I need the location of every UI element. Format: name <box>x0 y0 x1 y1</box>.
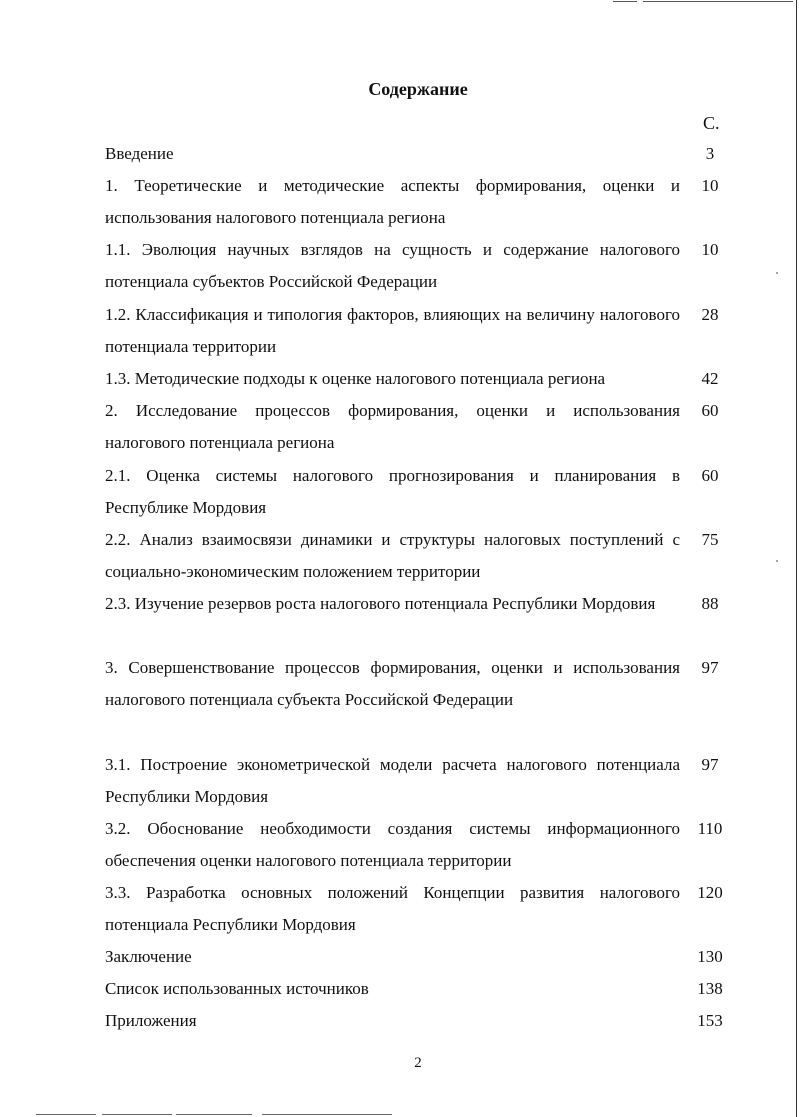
toc-entry-title: 3. Совершенствование процессов формирования, оценки и использования налогового потенциала субъекта Российской Федерации <box>105 658 680 710</box>
page-column-label: С. <box>703 113 720 133</box>
toc-entry-title: 3.3. Разработка основных положений Концепции развития налогового потенциала Республики Мордовия <box>105 883 680 935</box>
toc-entry-title: 2.1. Оценка системы налогового прогнозирования и планирования в Республике Мордовия <box>105 466 680 518</box>
toc-entry-page: 28 <box>701 305 719 324</box>
toc-entry <box>105 941 785 973</box>
toc-entry-title: 1.2. Классификация и типология факторов, влияющих на величину налогового потенциала территории <box>105 305 680 357</box>
toc-entry-title: Введение <box>105 144 174 163</box>
toc-entry <box>105 138 785 170</box>
toc-entry <box>105 395 785 459</box>
toc-entry-title: Заключение <box>105 947 192 966</box>
toc-entry-title: 2.2. Анализ взаимосвязи динамики и структуры налоговых поступлений с социально-экономическим положением территории <box>105 530 680 582</box>
toc-entry-page: 75 <box>701 530 719 549</box>
page-edge-line <box>796 0 797 1117</box>
toc-entry <box>105 877 785 941</box>
scan-mark <box>262 1114 392 1115</box>
toc-entry <box>105 588 785 620</box>
toc-entry-page: 153 <box>697 1011 723 1030</box>
toc-entry-page: 42 <box>701 369 719 388</box>
toc-entry <box>105 170 785 234</box>
toc-entry-title: 2.3. Изучение резервов роста налогового потенциала Республики Мордовия <box>105 594 656 613</box>
toc-entry-page: 110 <box>697 819 723 838</box>
toc-entry-title: 3.2. Обоснование необходимости создания системы информационного обеспечения оценки налогового потенциала территории <box>105 819 680 871</box>
toc-entry-title: 1. Теоретические и методические аспекты формирования, оценки и использования налогового потенциала региона <box>105 176 680 228</box>
toc-entry-page: 3 <box>705 144 715 163</box>
scan-mark <box>176 1114 252 1115</box>
toc-entry-page: 10 <box>701 176 719 195</box>
toc-entry-title: 2. Исследование процессов формирования, оценки и использования налогового потенциала региона <box>105 401 680 453</box>
toc-entry <box>105 1005 785 1037</box>
toc-entry-page: 130 <box>697 947 723 966</box>
toc-entry-page: 60 <box>701 466 719 485</box>
toc-entry-page: 138 <box>697 979 723 998</box>
toc-entry-page: 88 <box>701 594 719 613</box>
toc-entry <box>105 234 785 298</box>
scan-mark <box>36 1114 96 1115</box>
toc-entry-title: Список использованных источников <box>105 979 369 998</box>
toc-entry-page: 97 <box>701 755 719 774</box>
page-title: Содержание <box>368 79 468 99</box>
toc-entry-title: 3.1. Построение эконометрической модели расчета налогового потенциала Республики Мордовия <box>105 755 680 807</box>
toc-entry-page: 97 <box>701 658 719 677</box>
scan-mark <box>102 1114 172 1115</box>
toc-entry-title: 1.1. Эволюция научных взглядов на сущность и содержание налогового потенциала субъектов Российской Федерации <box>105 240 680 292</box>
toc-entry-title: Приложения <box>105 1011 197 1030</box>
toc-entry <box>105 460 785 524</box>
scan-mark <box>643 1 793 2</box>
toc-entry <box>105 749 785 813</box>
toc-entry-title: 1.3. Методические подходы к оценке налогового потенциала региона <box>105 369 606 388</box>
toc-entry-page: 60 <box>701 401 719 420</box>
toc-entry-page: 10 <box>701 240 719 259</box>
toc-entry <box>105 813 785 877</box>
toc-entry <box>105 524 785 588</box>
toc-entry <box>105 363 785 395</box>
toc-entry-page: 120 <box>697 883 723 902</box>
scan-mark <box>613 1 637 2</box>
toc-entry <box>105 973 785 1005</box>
toc-entry <box>105 299 785 363</box>
toc-entry <box>105 652 785 716</box>
page-number: 2 <box>414 1055 422 1071</box>
